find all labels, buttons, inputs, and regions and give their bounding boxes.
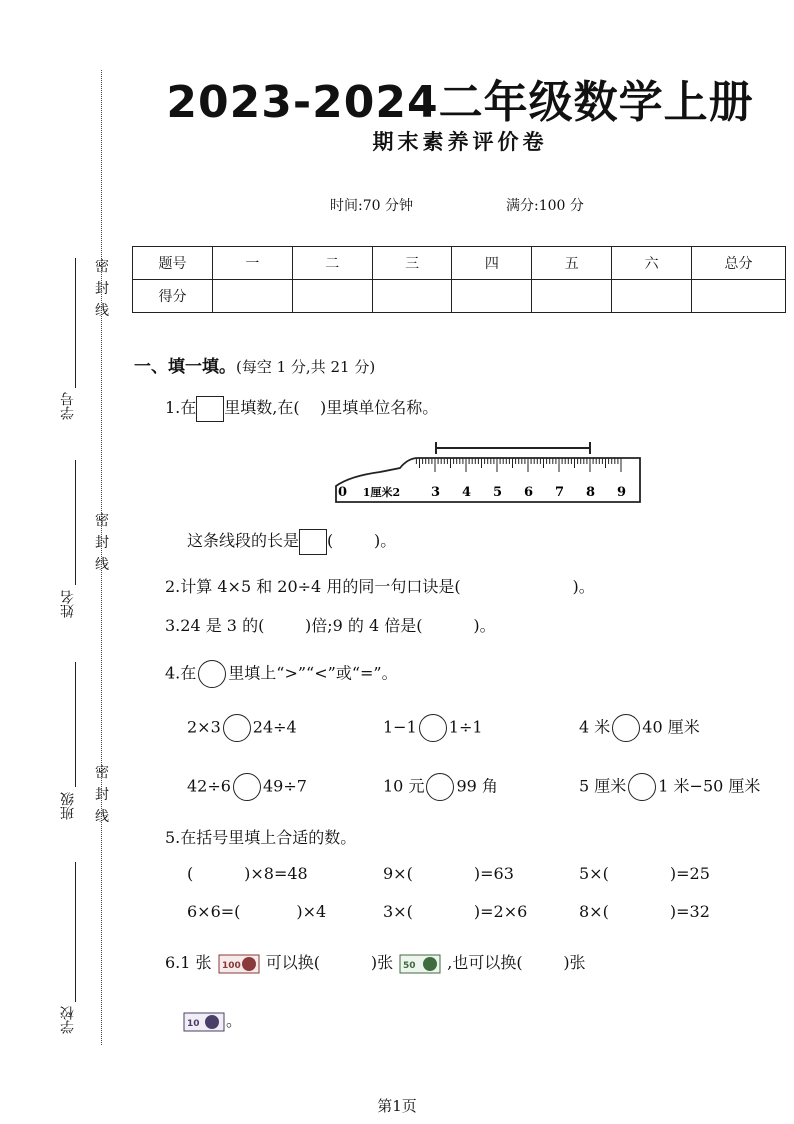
seal-char: 线 (95, 809, 109, 825)
seal-char: 封 (95, 535, 109, 551)
fill-left: 5×( (579, 864, 609, 883)
score-table-header-cell: 五 (532, 247, 612, 280)
fill-right: )=2×6 (473, 902, 528, 921)
compare-left: 1−1 (383, 717, 417, 737)
fill-right: )×4 (296, 902, 327, 921)
fill-right: )=63 (473, 864, 514, 883)
svg-text:10: 10 (187, 1018, 200, 1029)
seal-char: 线 (95, 303, 109, 319)
question-text: 可以换( (265, 953, 320, 972)
fill-left: 3×( (383, 902, 413, 921)
question-text: )。 (473, 616, 496, 635)
question-number: 2. (165, 577, 181, 596)
compare-right: 99 角 (456, 776, 498, 796)
question-number: 6. (165, 953, 181, 972)
compare-item (187, 773, 307, 801)
question-number: 4. (165, 663, 181, 683)
fill-item (579, 864, 710, 883)
compare-item (383, 714, 483, 742)
fill-left: 8×( (579, 902, 609, 921)
page-subtitle: 期末素养评价卷 (372, 130, 548, 154)
answer-circle[interactable] (198, 660, 226, 688)
score-cell[interactable] (292, 280, 372, 313)
ruler-label: 9 (617, 485, 627, 500)
fill-left: 6×6=( (187, 902, 241, 921)
answer-circle[interactable] (426, 773, 454, 801)
fill-right: )×8=48 (244, 864, 308, 883)
score-table-header-cell: 总分 (692, 247, 786, 280)
ruler-label: 6 (524, 485, 534, 500)
ruler-label: 1厘米2 (362, 486, 401, 499)
fill-item (383, 864, 514, 883)
page-title: 2023-2024二年级数学上册 (166, 77, 754, 128)
seal-label-group (94, 762, 110, 828)
compare-left: 2×3 (187, 717, 221, 737)
compare-item (383, 773, 498, 801)
ruler-label: 4 (462, 485, 472, 500)
score-cell[interactable] (532, 280, 612, 313)
question-text: 在 (180, 663, 197, 683)
answer-circle[interactable] (419, 714, 447, 742)
banknote-100-icon (217, 951, 261, 977)
compare-item (579, 773, 760, 801)
question-text: 。 (226, 1011, 243, 1030)
question-text: )。 (373, 531, 397, 550)
seal-label-group (94, 510, 110, 576)
banknote-50-icon (398, 951, 442, 977)
question-1 (165, 395, 438, 422)
section-note: (每空 1 分,共 21 分) (236, 358, 376, 376)
question-text: ( (327, 531, 334, 550)
question-number: 3. (165, 616, 181, 635)
compare-right: 1 米−50 厘米 (658, 776, 761, 796)
compare-right: 40 厘米 (642, 717, 700, 737)
question-text: )张 (370, 953, 394, 972)
answer-circle[interactable] (628, 773, 656, 801)
score-table-header-cell: 题号 (133, 247, 213, 280)
compare-item (187, 714, 297, 742)
ruler-label: 8 (586, 485, 596, 500)
fill-item (579, 902, 710, 921)
question-5 (165, 825, 356, 848)
question-number: 5. (165, 828, 181, 847)
score-table-header-cell: 二 (292, 247, 372, 280)
score-cell[interactable] (452, 280, 532, 313)
compare-left: 4 米 (579, 717, 611, 737)
answer-circle[interactable] (233, 773, 261, 801)
fill-left: 9×( (383, 864, 413, 883)
question-2 (165, 574, 595, 597)
score-cell[interactable] (213, 280, 293, 313)
score-table (132, 246, 786, 313)
question-text: )。 (572, 577, 595, 596)
score-cell[interactable] (692, 280, 786, 313)
compare-left: 5 厘米 (579, 776, 627, 796)
section-title: 一、填一填。 (134, 357, 236, 377)
class-line[interactable] (75, 662, 76, 787)
seal-char: 线 (95, 557, 109, 573)
question-1-answer (187, 528, 396, 555)
section-heading (134, 352, 375, 377)
fill-item (187, 864, 308, 883)
exam-full-score: 满分:100 分 (506, 198, 584, 214)
compare-right: 1÷1 (448, 717, 483, 737)
answer-box[interactable] (299, 529, 327, 555)
score-table-header-row (133, 247, 786, 280)
question-text: 里填上“>”“<”或“=”。 (228, 663, 398, 683)
question-text: )里填单位名称。 (319, 398, 439, 417)
answer-box[interactable] (196, 396, 224, 422)
page-number: 第1页 (377, 1097, 417, 1115)
seal-char: 密 (95, 765, 109, 781)
question-6-continued (182, 1008, 242, 1035)
svg-text:50: 50 (403, 960, 416, 971)
question-text: 里填数,在( (224, 398, 300, 417)
score-row-label: 得分 (133, 280, 213, 313)
student-id-line[interactable] (75, 258, 76, 388)
score-table-header-cell: 一 (213, 247, 293, 280)
answer-circle[interactable] (612, 714, 640, 742)
question-text: )张 (563, 953, 586, 972)
question-text: 1 张 (180, 953, 212, 972)
svg-text:100: 100 (221, 960, 241, 971)
compare-item (579, 714, 700, 742)
school-line[interactable] (75, 862, 76, 1002)
question-text: ,也可以换( (447, 953, 523, 972)
score-cell[interactable] (612, 280, 692, 313)
question-text: 计算 4×5 和 20÷4 用的同一句口诀是( (180, 577, 461, 596)
fill-right: )=32 (669, 902, 710, 921)
ruler-label: 5 (493, 485, 503, 500)
question-text: 这条线段的长是 (187, 531, 300, 550)
name-line[interactable] (75, 460, 76, 585)
ruler-label: 7 (555, 485, 565, 500)
question-4 (165, 660, 398, 688)
question-text: 24 是 3 的( (180, 616, 265, 635)
fill-item (383, 902, 527, 921)
question-3 (165, 613, 496, 636)
seal-char: 封 (95, 787, 109, 803)
seal-char: 封 (95, 281, 109, 297)
score-table-header-cell: 六 (612, 247, 692, 280)
banknote-10-icon (182, 1009, 226, 1035)
answer-circle[interactable] (223, 714, 251, 742)
ruler-label: 3 (431, 485, 441, 500)
question-text: 在括号里填上合适的数。 (180, 828, 357, 847)
name-label: 姓名 (60, 590, 76, 618)
compare-right: 49÷7 (262, 776, 307, 796)
score-table-header-cell: 四 (452, 247, 532, 280)
fill-left: ( (187, 864, 194, 883)
score-table-score-row (133, 280, 786, 313)
question-text: 在 (180, 398, 197, 417)
score-table-header-cell: 三 (372, 247, 452, 280)
fill-item (187, 902, 326, 921)
question-text: )倍;9 的 4 倍是( (305, 616, 423, 635)
score-cell[interactable] (372, 280, 452, 313)
student-id-label: 学号 (60, 392, 76, 420)
school-label: 学校 (60, 1006, 76, 1034)
seal-char: 密 (95, 259, 109, 275)
fill-right: )=25 (669, 864, 710, 883)
compare-right: 24÷4 (252, 717, 297, 737)
exam-time: 时间:70 分钟 (330, 198, 413, 214)
ruler-label: 0 (338, 485, 348, 500)
seal-label-group (94, 256, 110, 322)
question-6 (165, 950, 586, 977)
compare-left: 42÷6 (187, 776, 231, 796)
class-label: 班级 (60, 792, 76, 820)
question-number: 1. (165, 398, 181, 417)
ruler-figure (330, 436, 650, 506)
compare-left: 10 元 (383, 776, 425, 796)
seal-char: 密 (95, 513, 109, 529)
